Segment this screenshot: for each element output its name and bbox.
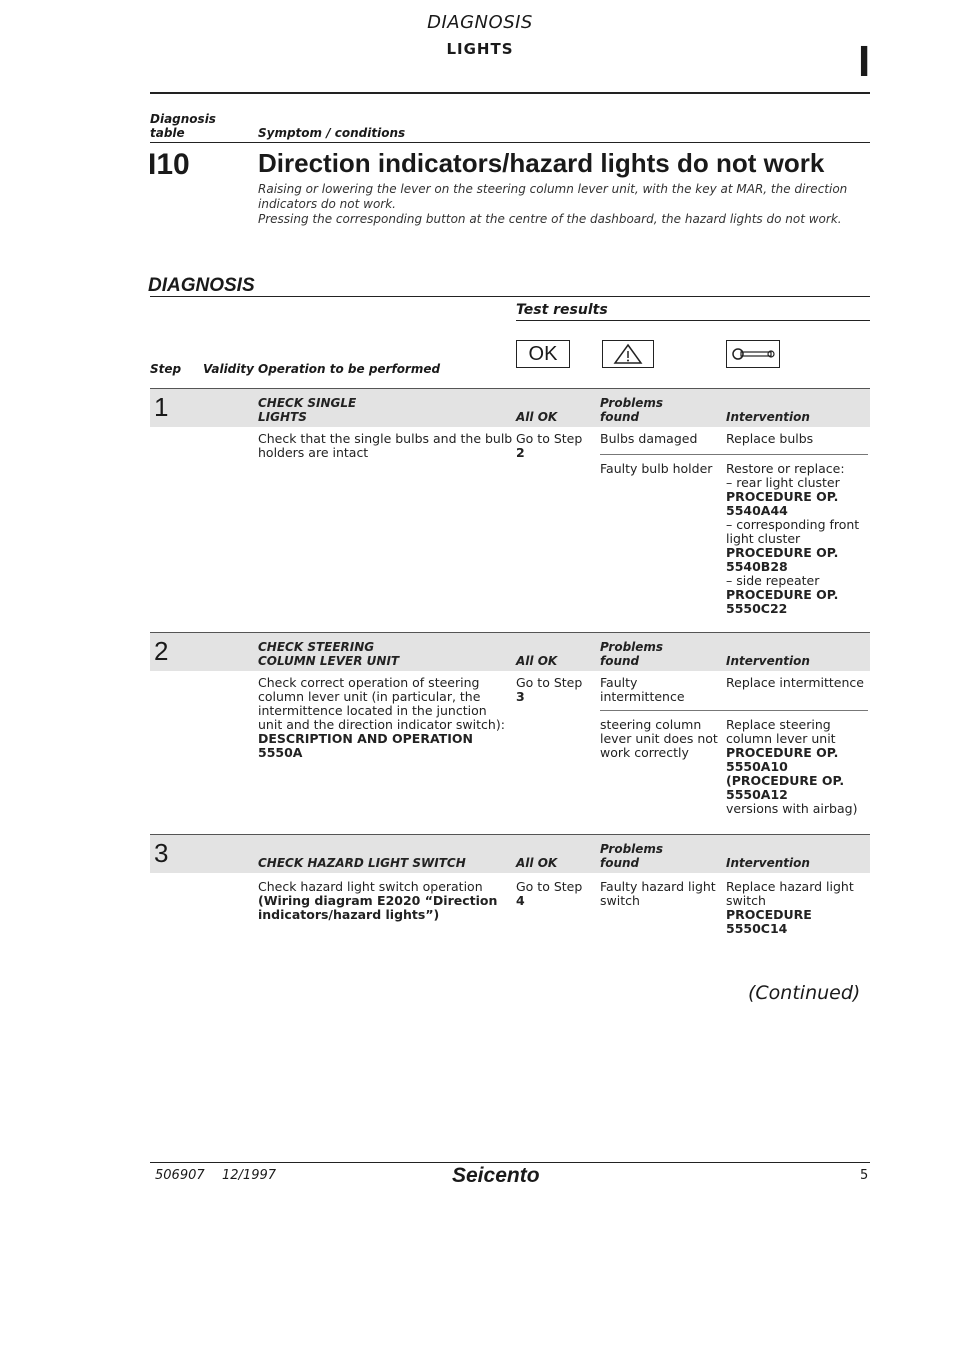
step-3-operation: Check hazard light switch operation (Wiring diagram E2020 “Direction indicators/hazard lights”)	[258, 879, 498, 922]
step-2-number: 2	[154, 636, 169, 666]
step-2-operation: Check correct operation of steering column lever unit (in particular, the intermittence located in the junction unit and the direction indicator switch): DESCRIPTION AND OPERATION 5550A	[258, 675, 505, 760]
step-3-goto: Go to Step	[516, 879, 583, 894]
step-3-title: CHECK HAZARD LIGHT SWITCH	[258, 856, 466, 870]
footer-doc-number: 506907	[155, 1168, 205, 1183]
step-1-all-ok: All OK	[516, 410, 558, 424]
step-1-intervention-heading: Intervention	[726, 410, 810, 424]
step-3-intervention-1: Replace hazard light switch PROCEDURE 5550C14	[726, 879, 854, 936]
step-2-intervention-heading: Intervention	[726, 654, 810, 668]
diagnosis-rule	[150, 296, 870, 297]
symptom-rule	[150, 142, 870, 143]
spanner-icon	[726, 340, 780, 368]
step-2-intervention-2: Replace steering column lever unit PROCEDURE OP. 5550A10 (PROCEDURE OP. 5550A12 versions with airbag)	[726, 717, 858, 816]
diagnosis-table-label: Diagnosis table	[150, 112, 216, 140]
step-1-problem-1: Bulbs damaged	[600, 431, 698, 446]
step-1-problems-found: Problems found	[600, 396, 664, 424]
footer-rule	[150, 1162, 870, 1163]
step-2-problems-found: Problems found	[600, 640, 664, 668]
step-1-goto-step: 2	[516, 445, 525, 460]
description-line-1: Raising or lowering the lever on the steering column lever unit, with the key at MAR, the direction indicators do not work.	[258, 182, 848, 211]
step-3-number: 3	[154, 838, 169, 868]
step-3-intervention-heading: Intervention	[726, 856, 810, 870]
step-1-title: CHECK SINGLE LIGHTS	[258, 396, 357, 424]
step-1-number: 1	[154, 392, 169, 422]
step-1-goto: Go to Step	[516, 431, 583, 446]
symptom-label: Symptom / conditions	[258, 126, 406, 140]
continued-note: (Continued)	[748, 982, 861, 1004]
step-1-intervention-2: Restore or replace: – rear light cluster PROCEDURE OP. 5540A44 – corresponding front light cluster PROCEDURE OP. 5540B28 – side repeater PROCEDURE OP. 5550C22	[726, 461, 860, 616]
brand-logo: Seicento	[452, 1164, 540, 1187]
step-1-divider	[600, 454, 868, 455]
header-rule	[150, 92, 870, 94]
step-2-divider	[600, 710, 868, 711]
step-2-problem-2: steering column lever unit does not work correctly	[600, 717, 718, 760]
step-2-goto: Go to Step	[516, 675, 583, 690]
step-2-intervention-1: Replace intermittence	[726, 675, 864, 690]
step-3-problem-1: Faulty hazard light switch	[600, 879, 716, 908]
footer-date: 12/1997	[222, 1168, 277, 1183]
page-title: Direction indicators/hazard lights do not work	[258, 148, 825, 178]
test-results-label: Test results	[516, 302, 608, 318]
step-2-title: CHECK STEERING COLUMN LEVER UNIT	[258, 640, 400, 668]
step-1-intervention-1: Replace bulbs	[726, 431, 814, 446]
header-subtitle: LIGHTS	[446, 40, 514, 58]
description-line-2: Pressing the corresponding button at the centre of the dashboard, the hazard lights do not work.	[258, 212, 842, 226]
diagnosis-heading: DIAGNOSIS	[148, 275, 255, 296]
step-3-all-ok: All OK	[516, 856, 558, 870]
step-2-all-ok: All OK	[516, 654, 558, 668]
warning-triangle-icon	[602, 340, 654, 368]
step-2-problem-1: Faulty intermittence	[600, 675, 685, 704]
page-number: 5	[860, 1168, 869, 1183]
header-title: DIAGNOSIS	[427, 12, 533, 33]
test-results-rule	[516, 320, 870, 321]
step-1-operation: Check that the single bulbs and the bulb holders are intact	[258, 431, 513, 460]
validity-label: Validity	[203, 362, 254, 376]
step-3-goto-step: 4	[516, 893, 525, 908]
ok-icon: OK	[516, 340, 570, 368]
step-2-goto-step: 3	[516, 689, 525, 704]
section-letter: I	[858, 37, 871, 86]
operation-label: Operation to be performed	[258, 362, 441, 376]
step-label: Step	[150, 362, 182, 376]
step-3-problems-found: Problems found	[600, 842, 664, 870]
diagnosis-code: I10	[148, 148, 190, 181]
step-1-problem-2: Faulty bulb holder	[600, 461, 713, 476]
